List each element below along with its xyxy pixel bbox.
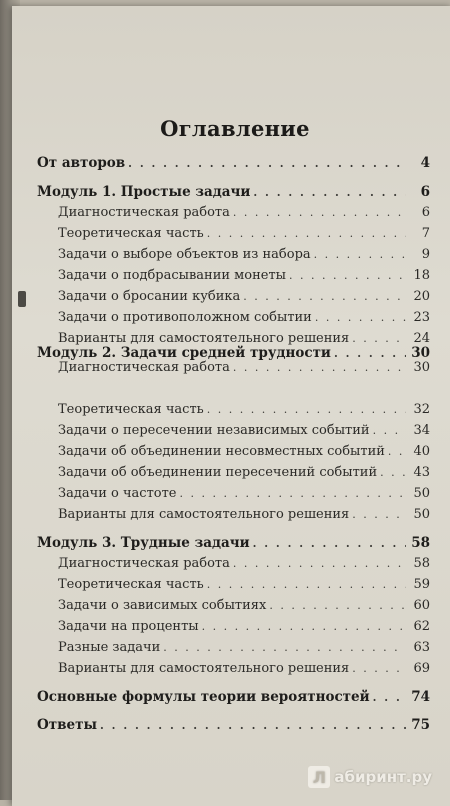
toc-leader-dots [233,361,406,374]
toc-subsection-entry [58,226,430,241]
toc-entry-label: Модуль 3. Трудные задачи [37,535,250,551]
toc-entry-label: Варианты для самостоятельного решения [58,661,350,676]
toc-page-number: 63 [413,640,430,655]
toc-entry-label: Задачи о противоположном событии [58,310,312,325]
toc-subsection-entry [58,661,430,676]
toc-section-entry [37,535,430,551]
toc-leader-dots [253,186,406,199]
toc-leader-dots [352,332,406,345]
toc-entry-label: Задачи о выборе объектов из набора [58,247,311,262]
toc-leader-dots [334,347,406,360]
toc-entry-label: Теоретическая часть [58,577,204,592]
toc-entry-label: Теоретическая часть [58,226,204,241]
toc-entry-label: Ответы [37,717,97,733]
toc-page-number: 9 [421,247,430,262]
toc-subsection-entry [58,619,430,634]
toc-leader-dots [202,620,406,633]
labirint-logo-icon: Л [308,766,330,788]
toc-entry-label: Задачи об объединении пересечений событий [58,465,378,480]
binding-clip [18,291,26,307]
toc-page-number: 4 [420,155,430,171]
toc-subsection-entry [58,507,430,522]
toc-page-number: 24 [413,331,430,346]
toc-leader-dots [207,578,406,591]
toc-page-number: 32 [413,402,430,417]
toc-leader-dots [253,537,406,550]
toc-entry-label: Модуль 2. Задачи средней трудности [37,345,331,361]
toc-page-number: 6 [420,184,430,200]
toc-entry-label: Диагностическая работа [58,360,230,375]
toc-page-number: 50 [413,507,430,522]
toc-entry-label: Задачи о частоте [58,486,177,501]
toc-page-number: 6 [421,205,430,220]
toc-subsection-entry [58,247,430,262]
toc-leader-dots [128,157,406,170]
toc-subsection-entry [58,444,430,459]
toc-entry-label: Диагностическая работа [58,205,230,220]
toc-section-entry [37,717,430,733]
toc-section-entry [37,155,430,171]
toc-entry-label: Разные задачи [58,640,161,655]
toc-page-number: 62 [413,619,430,634]
toc-page-number: 23 [413,310,430,325]
toc-entry-label: Задачи о пересечении независимых событий [58,423,370,438]
toc-subsection-entry [58,423,430,438]
toc-entry-label: Основные формулы теории вероятностей [37,689,370,705]
toc-page-number: 30 [413,360,430,375]
toc-subsection-entry [58,360,430,375]
toc-section-entry [37,689,430,705]
toc-entry-label: Теоретическая часть [58,402,204,417]
toc-leader-dots [100,719,406,732]
toc-page-number: 50 [413,486,430,501]
toc-leader-dots [388,445,406,458]
watermark-text: абиринт.ру [334,768,432,786]
toc-leader-dots [352,662,406,675]
toc-entry-label: Задачи на проценты [58,619,199,634]
toc-leader-dots [207,227,406,240]
toc-subsection-entry [58,598,430,613]
labirint-watermark [308,766,432,788]
toc-leader-dots [207,403,406,416]
toc-leader-dots [233,557,406,570]
toc-subsection-entry [58,486,430,501]
toc-subsection-entry [58,465,430,480]
toc-entry-label: Варианты для самостоятельного решения [58,507,350,522]
toc-leader-dots [180,487,407,500]
toc-leader-dots [243,290,406,303]
toc-leader-dots [373,424,406,437]
toc-page-number: 69 [413,661,430,676]
toc-page-number: 20 [413,289,430,304]
toc-page-number: 40 [413,444,430,459]
toc-subsection-entry [58,640,430,655]
toc-entry-label: От авторов [37,155,126,171]
toc-page-number: 60 [413,598,430,613]
toc-leader-dots [269,599,406,612]
toc-entry-label: Задачи о подбрасывании монеты [58,268,287,283]
toc-subsection-entry [58,577,430,592]
toc-subsection-entry [58,268,430,283]
toc-page-number: 75 [411,717,430,733]
toc-page-number: 59 [413,577,430,592]
toc-leader-dots [314,248,406,261]
toc-section-entry [37,345,430,361]
toc-subsection-entry [58,556,430,571]
toc-section-entry [37,184,430,200]
toc-page-number: 58 [411,535,430,551]
toc-entry-label: Задачи о бросании кубика [58,289,241,304]
toc-page-number: 18 [413,268,430,283]
toc-leader-dots [233,206,406,219]
toc-entry-label: Варианты для самостоятельного решения [58,331,350,346]
toc-entry-label: Задачи о зависимых событиях [58,598,267,613]
toc-page-number: 7 [421,226,430,241]
toc-page-number: 58 [413,556,430,571]
toc-entry-label: Задачи об объединении несовместных событий [58,444,385,459]
toc-leader-dots [163,641,406,654]
toc-leader-dots [289,269,406,282]
toc-leader-dots [373,691,406,704]
toc-subsection-entry [58,331,430,346]
toc-subsection-entry [58,205,430,220]
toc-page-number: 34 [413,423,430,438]
toc-subsection-entry [58,310,430,325]
toc-leader-dots [352,508,406,521]
page-title: Оглавление [160,116,310,141]
toc-leader-dots [380,466,406,479]
toc-leader-dots [315,311,406,324]
toc-subsection-entry [58,402,430,417]
toc-page-number: 74 [411,689,430,705]
toc-entry-label: Модуль 1. Простые задачи [37,184,251,200]
toc-page-number: 30 [411,345,430,361]
toc-entry-label: Диагностическая работа [58,556,230,571]
toc-page-number: 43 [413,465,430,480]
toc-subsection-entry [58,289,430,304]
